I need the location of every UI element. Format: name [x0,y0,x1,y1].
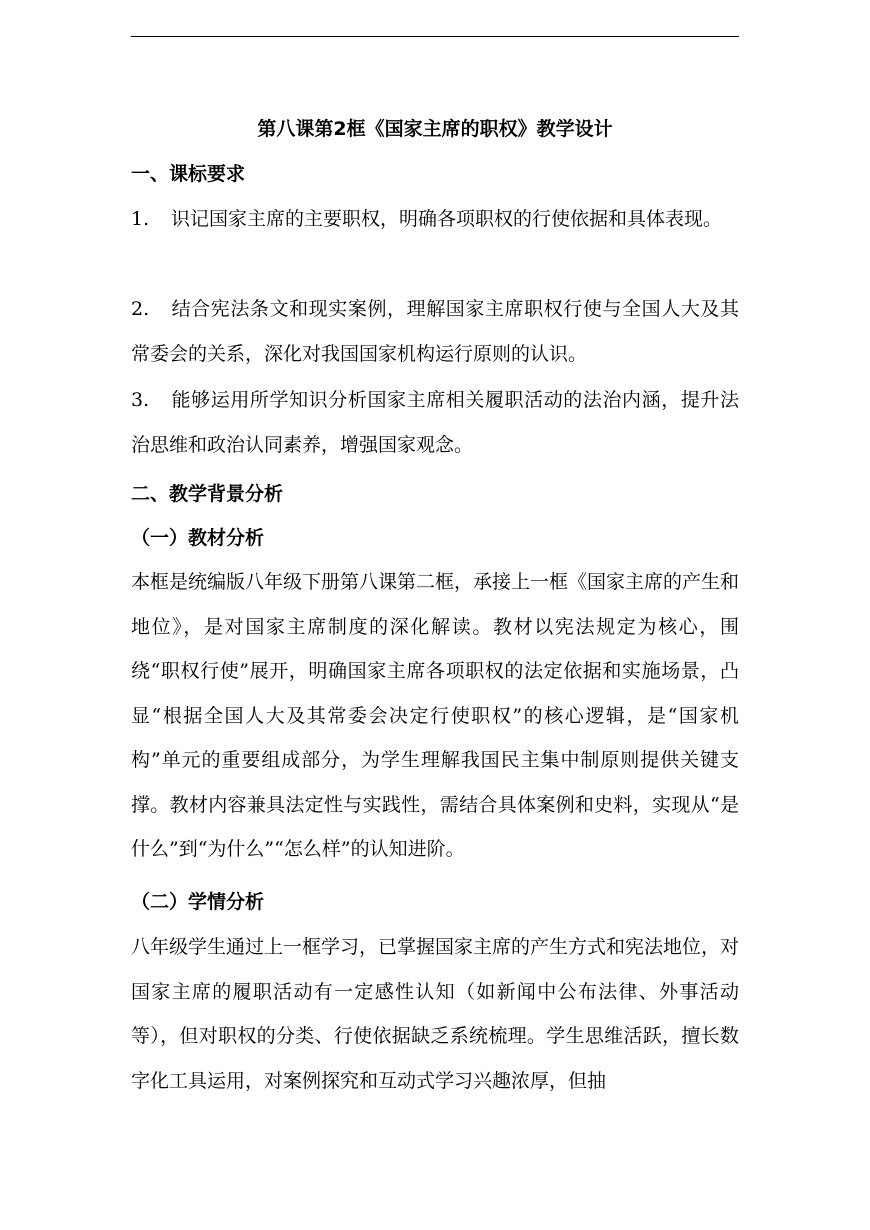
paragraph-textbook-analysis: 本框是统编版八年级下册第八课第二框，承接上一框《国家主席的产生和地位》，是对国家主席制度的深化解读。教材以宪法规定为核心，围绕“职权行使”展开，明确国家主席各项职权的法定依据和实施场景，凸显“根据全国人大及其常委会决定行使职权”的核心逻辑，是“国家机构”单元的重要组成部分，为学生理解我国民主集中制原则提供关键支撑。教材内容兼具法定性与实践性，需结合具体案例和史料，实现从“是什么”到“为什么”“怎么样”的认知进阶。 [131,571,740,860]
list-item-text: 结合宪法条文和现实案例，理解国家主席职权行使与全国人大及其常委会的关系，深化对我国国家机构运行原则的认识。 [131,298,739,365]
list-item-number: 1. [131,208,150,230]
header-rule [131,36,739,37]
list-item-text: 能够运用所学知识分析国家主席相关履职活动的法治内涵，提升法治思维和政治认同素养，增强国家观念。 [131,389,739,456]
list-item [131,378,739,467]
subsection-heading-textbook-analysis: （一）教材分析 [131,527,265,549]
list-item [131,197,739,242]
paragraph-learner-analysis: 八年级学生通过上一框学习，已掌握国家主席的产生方式和宪法地位，对国家主席的履职活动有一定感性认知（如新闻中公布法律、外事活动等），但对职权的分类、行使依据缺乏系统梳理。学生思维活跃，擅长数字化工具运用，对案例探究和互动式学习兴趣浓厚，但抽 [131,936,740,1092]
subsection-heading-learner-analysis: （二）学情分析 [131,891,265,913]
section-heading-teaching-background: 二、教学背景分析 [131,483,284,505]
document-title: 第八课第2框《国家主席的职权》教学设计 [257,118,613,140]
list-item-number: 3. [131,389,150,411]
list-item-text: 识记国家主席的主要职权，明确各项职权的行使依据和具体表现。 [171,208,723,230]
list-item [131,287,739,376]
section-heading-curriculum-requirements: 一、课标要求 [131,163,246,185]
list-item-number: 2. [131,298,150,320]
